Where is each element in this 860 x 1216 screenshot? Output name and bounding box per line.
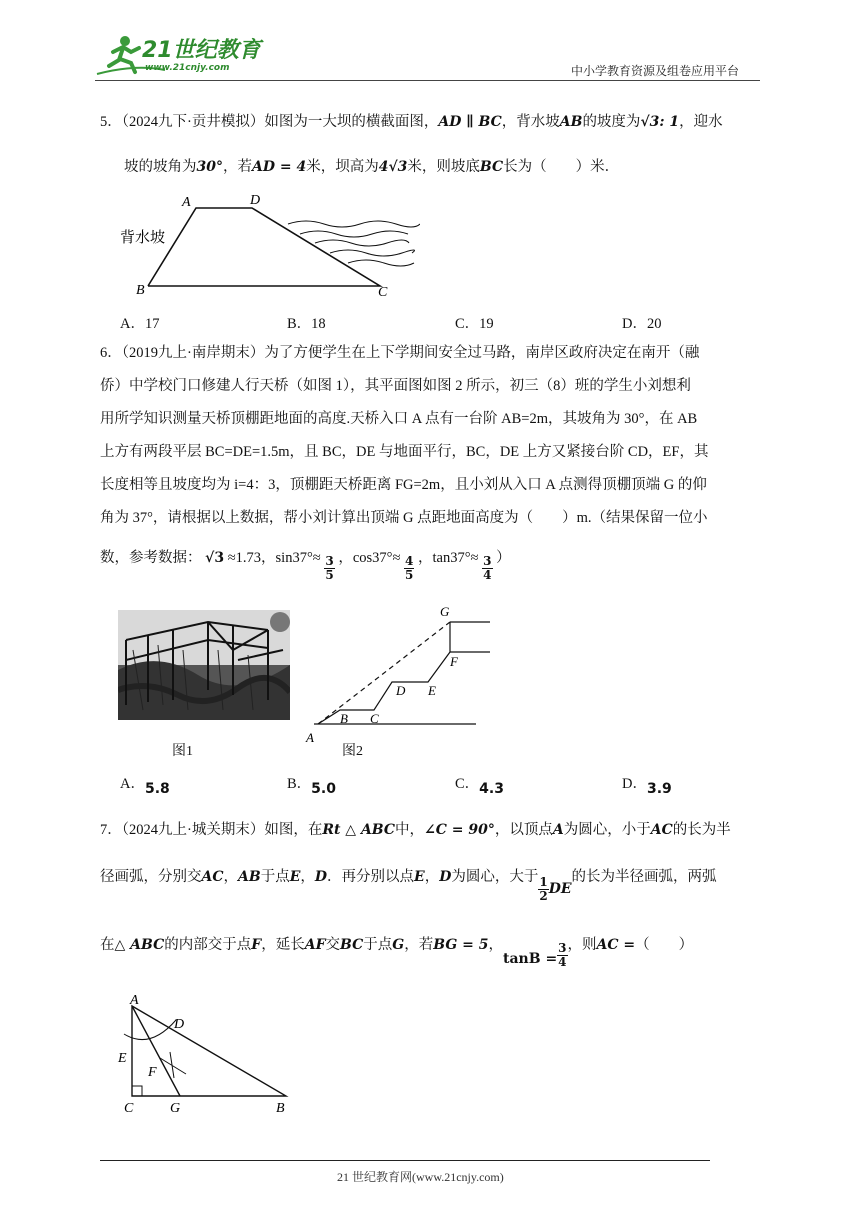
q5-label-D: D [250, 193, 261, 208]
q7-label-E: E [118, 1051, 127, 1066]
q5-option-c: C．19 [455, 316, 494, 332]
q5-label-backslope: 背水坡 [120, 228, 166, 246]
q5-option-a: A．17 [120, 316, 160, 332]
q6-fig1-caption: 图1 [172, 744, 193, 759]
q6-fig2-caption: 图2 [342, 744, 363, 759]
q6-option-b: B．5.0 [287, 776, 336, 797]
q5-label-C: C [378, 285, 388, 300]
q6-line1: 6．（2019九上·南岸期末）为了方便学生在上下学期间安全过马路，南岸区政府决定在南开（融 [100, 345, 700, 361]
q6-bridge-diagram [300, 600, 500, 760]
q6-label-G: G [440, 604, 450, 619]
q5-option-d: D．20 [622, 316, 662, 332]
q7-label-B: B [276, 1101, 285, 1116]
q6-label-A: A [306, 730, 314, 745]
header-right-text: 中小学教育资源及组卷应用平台 [571, 64, 740, 78]
q6-line6: 角为 37°，请根据以上数据，帮小刘计算出顶端 G 点距地面高度为（ ）m.（结果保留一位小 [100, 510, 708, 526]
q5-option-b: B．18 [287, 316, 326, 332]
q7-label-G: G [170, 1101, 181, 1116]
q6-option-a: A．5.8 [120, 776, 170, 797]
q5-label-A: A [182, 195, 191, 210]
footer-divider [100, 1160, 710, 1161]
logo-url: www.21cnjy.com [145, 63, 230, 73]
q6-line4: 上方有两段平层 BC=DE=1.5m，且 BC，DE 与地面平行，BC，DE 上方又紧接台阶 CD，EF，其 [100, 444, 709, 460]
logo-text: 21世纪教育 [142, 38, 261, 63]
q5-label-B: B [136, 283, 145, 298]
footer-text: 21 世纪教育网(www.21cnjy.com) [337, 1170, 504, 1184]
q7-label-D: D [174, 1017, 185, 1032]
q6-option-d: D．3.9 [622, 776, 672, 797]
q6-label-F: F [450, 654, 458, 669]
q5-dam-figure [110, 190, 420, 300]
q7-label-C: C [124, 1101, 134, 1116]
q7-line3: 在△ ABC的内部交于点F，延长AF交BC于点G，若BG = 5，tanB = $\frac{3}{4}$ ，则AC =（ ） [100, 936, 694, 969]
q6-label-D: D [396, 683, 406, 698]
q6-line3: 用所学知识测量天桥顶棚距地面的高度.天桥入口 A 点有一台阶 AB=2m，其坡角为 30°，在 AB [100, 411, 698, 427]
q7-label-F: F [148, 1065, 157, 1080]
q6-label-B: B [340, 711, 348, 726]
q5-line2: 坡的坡角为30°，若AD = 4米，坝高为4√3米，则坡底BC长为（ ）米． [124, 159, 620, 175]
q6-label-C: C [370, 711, 379, 726]
q7-line1: 7．（2024九上·城关期末）如图，在Rt △ ABC中，∠C = 90°，以顶点A为圆心，小于AC的长为半 [100, 822, 731, 838]
q6-line5: 长度相等且坡度均为 i=4：3，顶棚距天桥距离 FG=2m，且小刘从入口 A 点测得顶棚顶端 G 的仰 [100, 477, 707, 493]
q6-footbridge-photo [118, 610, 290, 720]
q6-option-c: C．4.3 [455, 776, 504, 797]
q6-line2: 侨）中学校门口修建人行天桥（如图 1），其平面图如图 2 所示，初三（8）班的学生小刘想利 [100, 378, 691, 394]
q6-line7: 数，参考数据： √3 ≈1.73，sin37°≈ $\frac{3}{5}$ ，cos37°≈ $\frac{4}{5}$ ，tan37°≈ $\frac{3}{4}$ ） [100, 549, 511, 582]
q6-label-E: E [428, 683, 436, 698]
q7-label-A: A [130, 993, 139, 1008]
q5-line1: 5．（2024九下·贡井模拟）如图为一大坝的横截面图，AD ∥ BC，背水坡AB的坡度为√3: 1，迎水 [100, 114, 723, 130]
q7-triangle-figure [110, 990, 300, 1120]
q7-line2: 径画弧，分别交AC，AB于点E，D．再分别以点E，D为圆心，大于 $\frac{1}{2}$ DE的长为半径画弧，两弧 [100, 868, 717, 903]
header-divider [95, 80, 760, 81]
